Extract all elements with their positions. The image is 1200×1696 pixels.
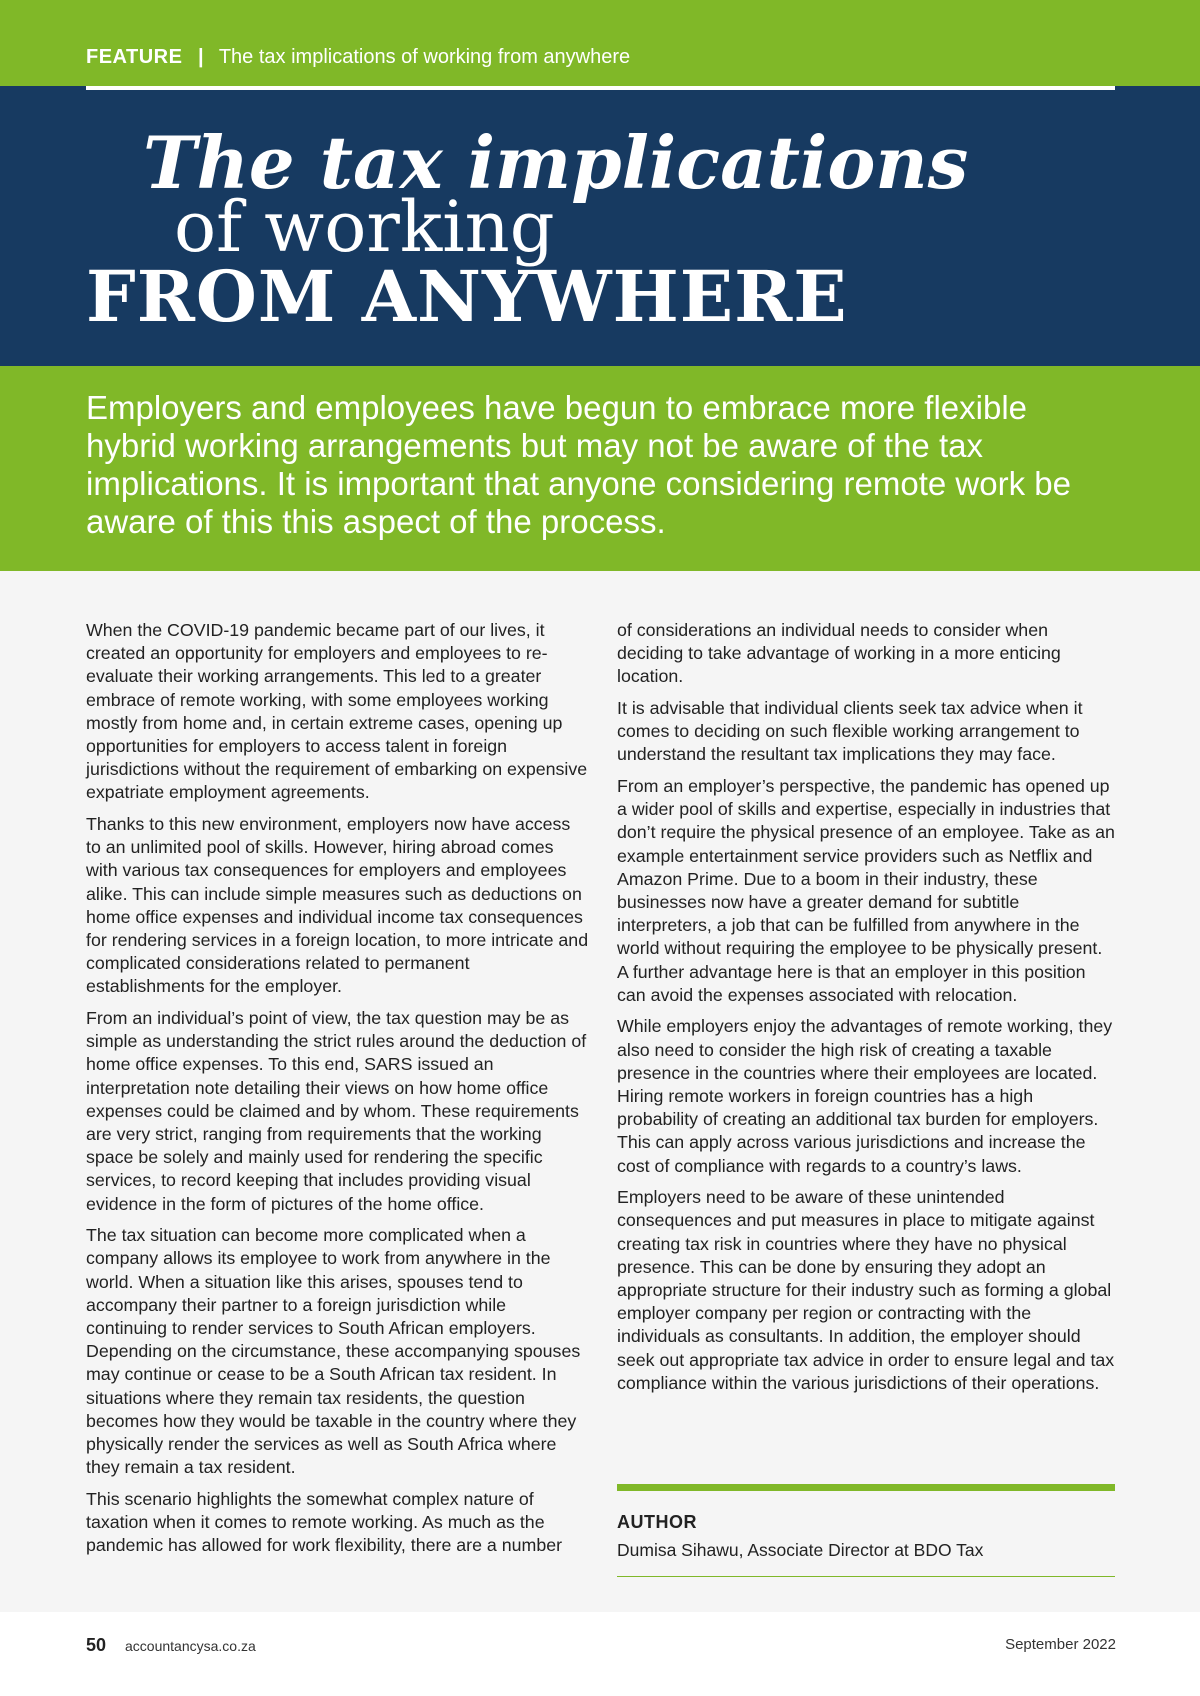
body-paragraph: Thanks to this new environment, employers now have access to an unlimited pool of skills. However, hiring abroad comes with various tax consequences for employers and employees alike. This can include simple measures such as deductions on home office expenses and individual income tax consequences for rendering services in a foreign location, to more intricate and complicated considerations related to permanent establishments for the employer. — [86, 814, 589, 997]
body-paragraph: Employers need to be aware of these unintended consequences and put measures in place to mitigate against creating tax risk in countries where they have no physical presence. This can be done by ensuring they adopt an appropriate structure for their industry such as forming a global employer company per region or contracting with the individuals as consultants. In addition, the employer should seek out appropriate tax advice in order to ensure legal and tax compliance within the various jurisdictions of their operations. — [617, 1187, 1115, 1393]
body-paragraph: This scenario highlights the somewhat complex nature of taxation when it comes to remote working. As much as the pandemic has allowed for work flexibility, there are a number — [86, 1488, 563, 1556]
standfirst: Employers and employees have begun to embrace more flexible hybrid working arrangements but may not be aware of the tax implications. It is important that anyone considering remote work be aware of this this aspect of the process. — [86, 389, 1071, 540]
body-paragraph: When the COVID-19 pandemic became part of our lives, it created an opportunity for employers and employees to re-evaluate their working arrangements. This led to a greater embrace of remote working, with some employees working mostly from home and, in certain extreme cases, opening up opportunities for employers to access talent in foreign jurisdictions without the requirement of embarking on expensive expatriate employment agreements. — [86, 620, 588, 803]
headline-line-1: The tax implications — [143, 120, 969, 205]
body-column-left — [86, 619, 590, 1566]
page-number: 50 — [86, 1635, 107, 1655]
author-rule — [617, 1484, 1115, 1491]
header-band — [0, 0, 1200, 86]
author-divider — [617, 1576, 1115, 1577]
section-kicker: FEATURE — [86, 46, 183, 68]
body-column-right — [617, 619, 1117, 1403]
website-link[interactable]: accountancysa.co.za — [125, 1638, 256, 1654]
headline-line-2: of working — [174, 186, 555, 268]
title-rule — [86, 86, 1115, 90]
section-subtitle: The tax implications of working from anywhere — [218, 46, 631, 68]
footer — [0, 1612, 1200, 1696]
header-separator: | — [198, 46, 204, 68]
section-header — [86, 46, 630, 69]
body-paragraph: The tax situation can become more complicated when a company allows its employee to work from anywhere in the world. When a situation like this arises, spouses tend to accompany their partner to a foreign jurisdiction while continuing to render services to South African employers. Depending on the circumstance, these accompanying spouses may continue or cease to be a South African tax resident. In situations where they remain tax residents, the question becomes how they would be taxable in the country where they physically render the services as well as South Africa where they remain a tax resident. — [86, 1225, 581, 1478]
issue-date: September 2022 — [1005, 1636, 1116, 1653]
body-paragraph: While employers enjoy the advantages of remote working, they also need to consider the high risk of creating a taxable presence in the countries where their employees are located. Hiring remote workers in foreign countries has a high probability of creating an additional tax burden for employers. This can apply across various jurisdictions and increase the cost of compliance with regards to a country’s laws. — [617, 1016, 1113, 1176]
body-paragraph: It is advisable that individual clients seek tax advice when it comes to deciding on such flexible working arrangement to understand the resultant tax implications they may face. — [617, 698, 1083, 765]
body-paragraph: of considerations an individual needs to consider when deciding to take advantage of working in a more enticing location. — [617, 620, 1061, 687]
author-byline: Dumisa Sihawu, Associate Director at BDO Tax — [617, 1540, 984, 1560]
headline-line-3: FROM ANYWHERE — [86, 255, 848, 338]
author-label: AUTHOR — [617, 1512, 697, 1532]
body-paragraph: From an individual’s point of view, the tax question may be as simple as understanding the strict rules around the deduction of home office expenses. To this end, SARS issued an interpretation note detailing their views on how home office expenses could be claimed and by whom. These requirements are very strict, ranging from requirements that the working space be solely and mainly used for rendering the specific services, to record keeping that includes providing visual evidence in the form of pictures of the home office. — [86, 1008, 587, 1214]
body-paragraph: From an employer’s perspective, the pandemic has opened up a wider pool of skills and expertise, especially in industries that don’t require the physical presence of an employee. Take as an example entertainment service providers such as Netflix and Amazon Prime. Due to a boom in their industry, these businesses now have a greater demand for subtitle interpreters, a job that can be fulfilled from anywhere in the world without requiring the employee to be physically present. A further advantage here is that an employer in this position can avoid the expenses associated with relocation. — [617, 776, 1115, 1005]
